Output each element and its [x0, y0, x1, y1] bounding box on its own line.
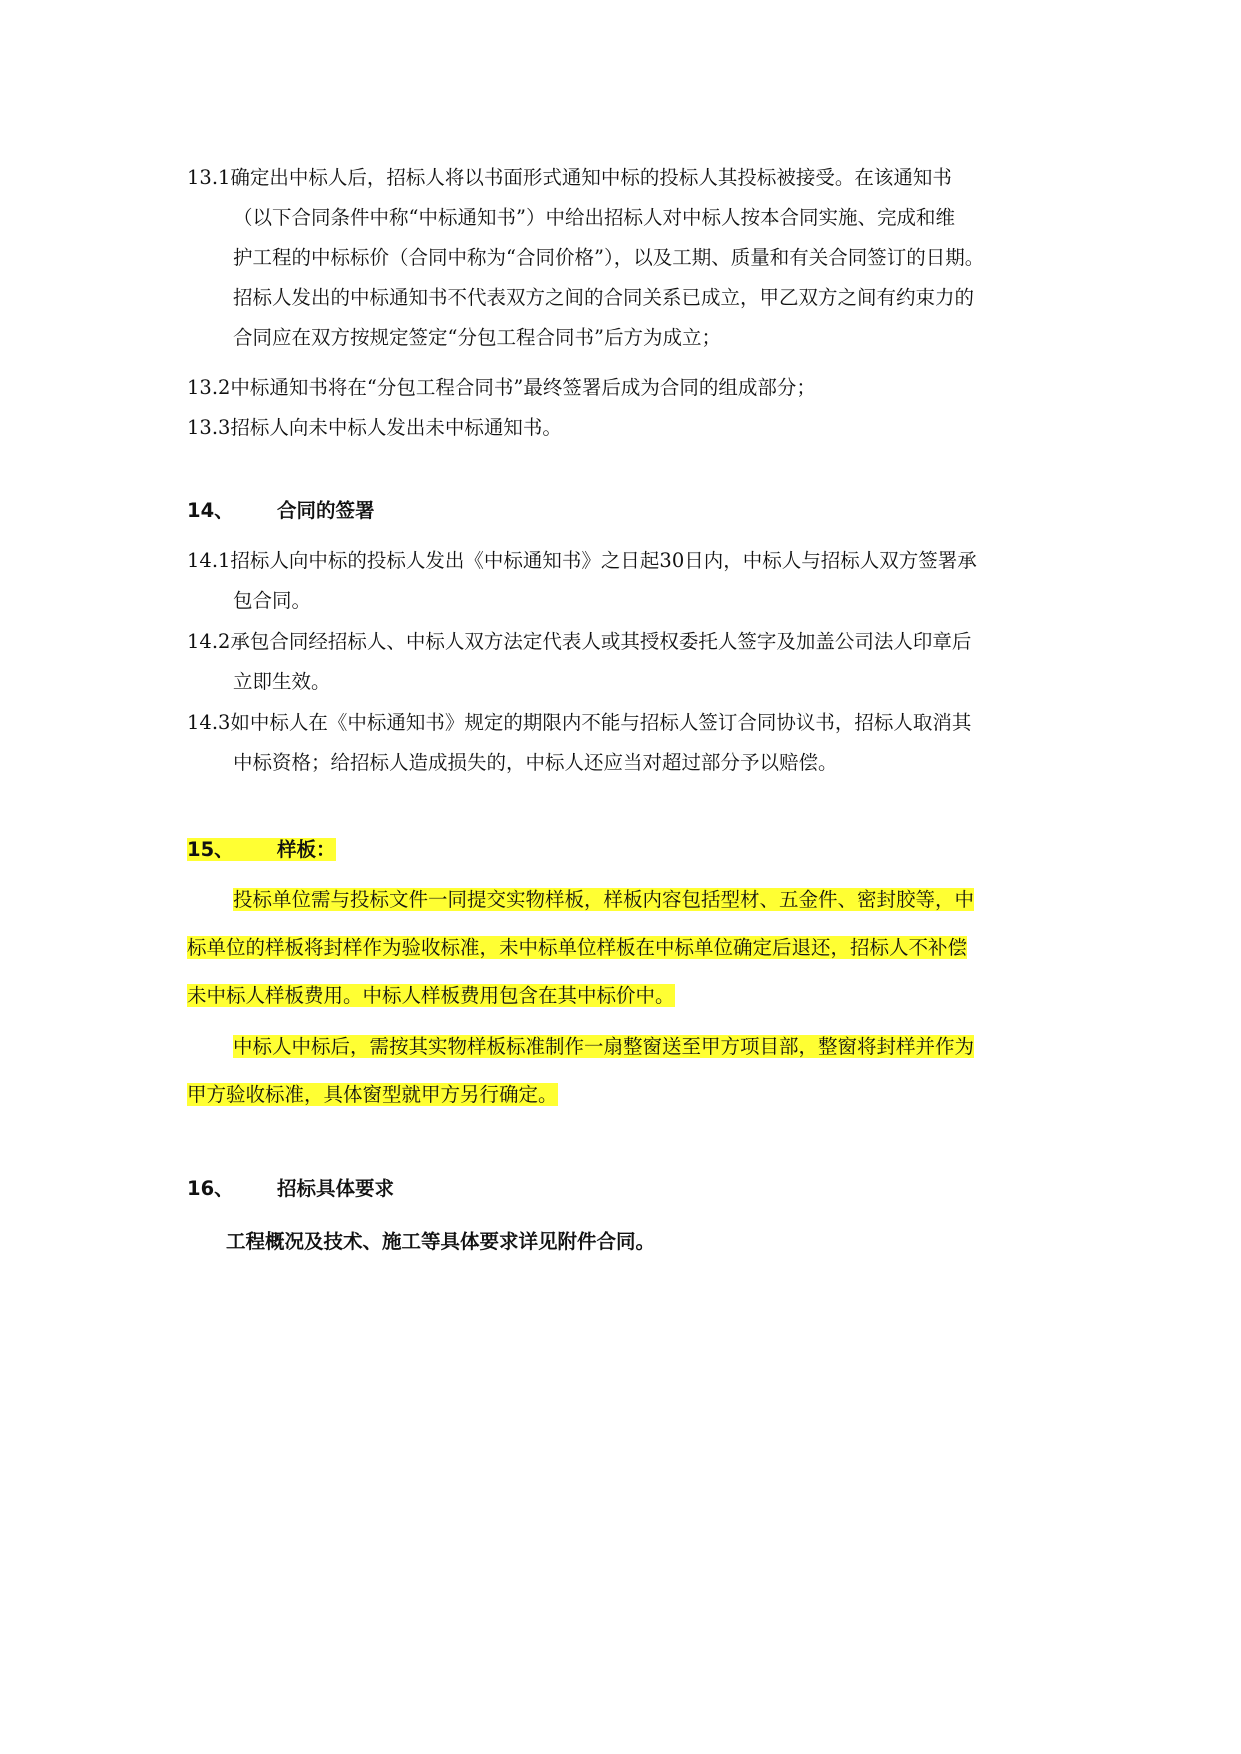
section-title: 样板：: [277, 838, 336, 861]
paragraph-line: 甲方验收标准，具体窗型就甲方另行确定。: [187, 1083, 558, 1106]
clause-line: 中标资格；给招标人造成损失的，中标人还应当对超过部分予以赔偿。: [233, 751, 838, 774]
clause-number: 13.2: [187, 376, 231, 399]
sample-paragraph-2: [187, 1023, 1067, 1119]
clause-number: 14.3: [187, 711, 231, 734]
clause-13-1: [187, 158, 1067, 358]
clause-number: 13.3: [187, 416, 231, 439]
section-number: 15、: [187, 838, 234, 861]
section-16-heading: [187, 1174, 394, 1204]
section-number: 16、: [187, 1177, 234, 1200]
clause-text: 中标通知书将在“分包工程合同书”最终签署后成为合同的组成部分；: [230, 376, 816, 399]
sample-paragraph-1: [187, 876, 1067, 1020]
clause-13-2: [187, 368, 1067, 408]
clause-number: 14.2: [187, 630, 231, 653]
clause-line: 承包合同经招标人、中标人双方法定代表人或其授权委托人签字及加盖公司法人印章后: [230, 630, 972, 653]
section-14-heading: [187, 496, 375, 526]
clause-14-2: [187, 622, 1067, 702]
clause-line: 包合同。: [233, 589, 312, 612]
clause-number: 13.1: [187, 166, 231, 189]
clause-line: 招标人向中标的投标人发出《中标通知书》之日起30日内，中标人与招标人双方签署承: [230, 549, 977, 572]
requirements-text: 工程概况及技术、施工等具体要求详见附件合同。: [226, 1230, 656, 1253]
section-title: 招标具体要求: [277, 1177, 395, 1200]
paragraph-line: 未中标人样板费用。中标人样板费用包含在其中标价中。: [187, 984, 675, 1007]
clause-line: 如中标人在《中标通知书》规定的期限内不能与招标人签订合同协议书，招标人取消其: [230, 711, 972, 734]
clause-line: 合同应在双方按规定签定“分包工程合同书”后方为成立；: [233, 326, 721, 349]
paragraph-line: 标单位的样板将封样作为验收标准，未中标单位样板在中标单位确定后退还，招标人不补偿: [187, 936, 968, 959]
clause-line: 护工程的中标标价（合同中称为“合同价格”），以及工期、质量和有关合同签订的日期。: [233, 246, 985, 269]
clause-number: 14.1: [187, 549, 231, 572]
clause-text: 招标人向未中标人发出未中标通知书。: [230, 416, 562, 439]
section-title: 合同的签署: [277, 499, 375, 522]
clause-line: 立即生效。: [233, 670, 331, 693]
clause-14-1: [187, 541, 1067, 621]
clause-line: （以下合同条件中称“中标通知书”）中给出招标人对中标人按本合同实施、完成和维: [233, 206, 955, 229]
clause-14-3: [187, 703, 1067, 783]
paragraph-line: 投标单位需与投标文件一同提交实物样板，样板内容包括型材、五金件、密封胶等，中: [233, 888, 975, 911]
clause-13-3: [187, 408, 1067, 448]
clause-line: 确定出中标人后，招标人将以书面形式通知中标的投标人其投标被接受。在该通知书: [230, 166, 952, 189]
clause-line: 招标人发出的中标通知书不代表双方之间的合同关系已成立，甲乙双方之间有约束力的: [233, 286, 975, 309]
section-number: 14、: [187, 499, 234, 522]
paragraph-line: 中标人中标后，需按其实物样板标准制作一扇整窗送至甲方项目部，整窗将封样并作为: [233, 1035, 975, 1058]
section-15-heading: [187, 835, 336, 865]
